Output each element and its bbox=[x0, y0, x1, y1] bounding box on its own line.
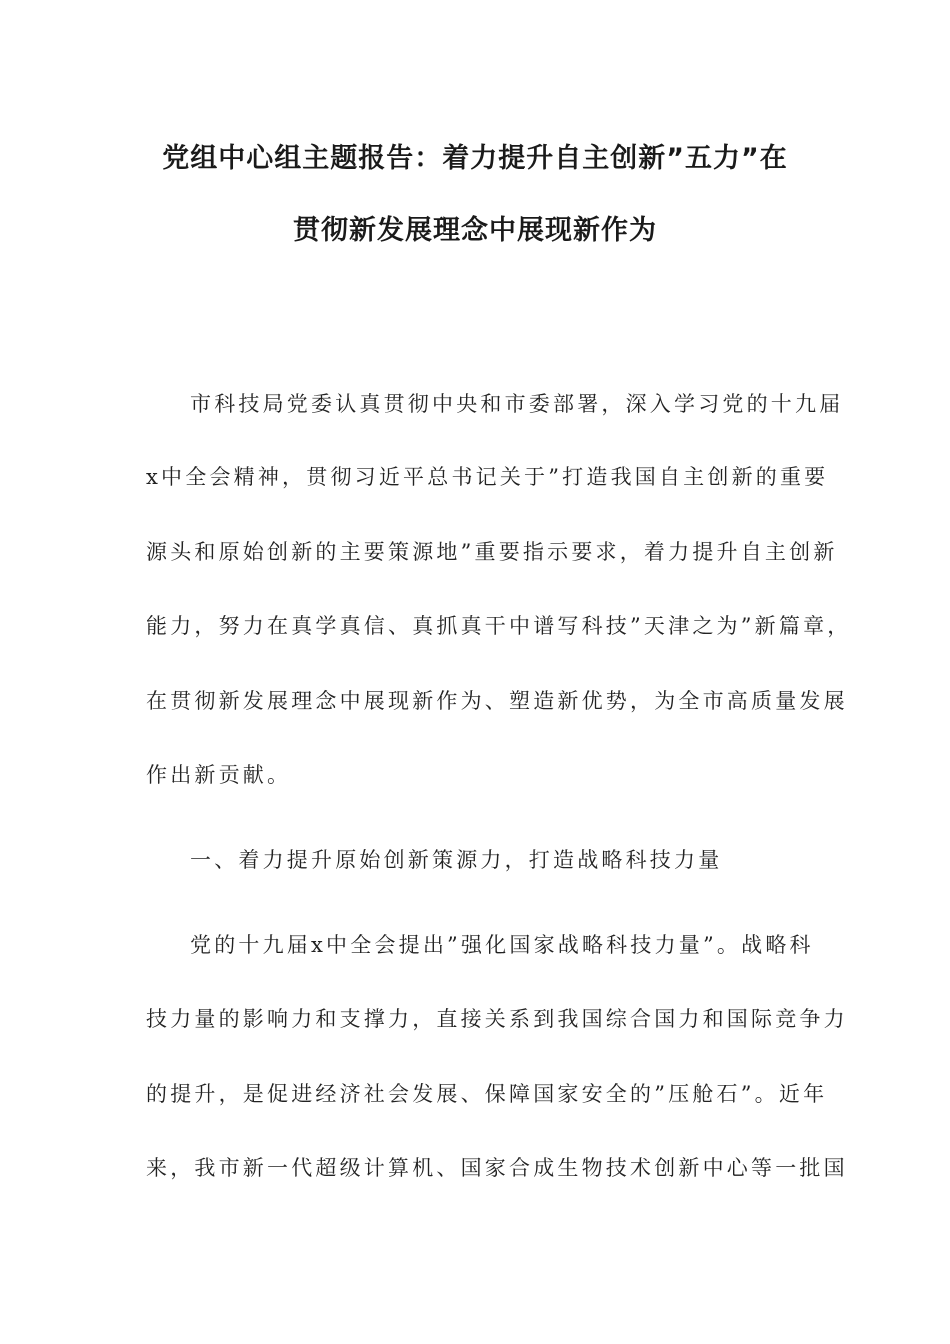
document-title-line-1: 党组中心组主题报告：着力提升自主创新”五力”在 bbox=[162, 143, 788, 174]
paragraph-1-line-5: 在贯彻新发展理念中展现新作为、塑造新优势，为全市高质量发展 bbox=[146, 689, 848, 713]
section-1-heading: 一、着力提升原始创新策源力，打造战略科技力量 bbox=[190, 848, 723, 872]
paragraph-1-line-1: 市科技局党委认真贯彻中央和市委部署，深入学习党的十九届 bbox=[190, 392, 844, 416]
paragraph-1-line-3: 源头和原始创新的主要策源地”重要指示要求，着力提升自主创新 bbox=[146, 540, 838, 564]
paragraph-1-line-6: 作出新贡献。 bbox=[146, 763, 292, 787]
paragraph-2-line-4: 来，我市新一代超级计算机、国家合成生物技术创新中心等一批国 bbox=[146, 1156, 848, 1180]
document-title-line-2: 贯彻新发展理念中展现新作为 bbox=[293, 215, 657, 246]
paragraph-2-line-1: 党的十九届x中全会提出”强化国家战略科技力量”。战略科 bbox=[190, 933, 814, 957]
paragraph-1-line-4: 能力，努力在真学真信、真抓真干中谱写科技”天津之为”新篇章， bbox=[146, 614, 852, 638]
paragraph-2-line-3: 的提升，是促进经济社会发展、保障国家安全的”压舱石”。近年 bbox=[146, 1082, 828, 1106]
paragraph-1-line-2: x中全会精神，贯彻习近平总书记关于”打造我国自主创新的重要 bbox=[146, 465, 829, 489]
paragraph-2-line-2: 技力量的影响力和支撑力，直接关系到我国综合国力和国际竞争力 bbox=[146, 1007, 848, 1031]
